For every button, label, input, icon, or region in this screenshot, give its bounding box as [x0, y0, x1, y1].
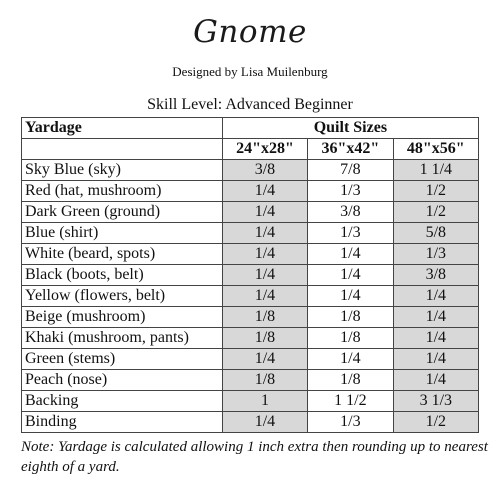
table-row: [22, 265, 479, 286]
designer-credit: Designed by Lisa Muilenburg: [172, 64, 328, 79]
yardage-value: 1/8: [308, 328, 393, 349]
yardage-value: 1: [222, 391, 307, 412]
yardage-value: 1/8: [222, 307, 307, 328]
fabric-label: Khaki (mushroom, pants): [22, 328, 223, 349]
yardage-value: 1/4: [393, 328, 478, 349]
fabric-label: Dark Green (ground): [22, 202, 223, 223]
table-row: [22, 202, 479, 223]
yardage-value: 3/8: [222, 160, 307, 181]
table-row: [22, 286, 479, 307]
yardage-value: 1/4: [308, 286, 393, 307]
fabric-label: Beige (mushroom): [22, 307, 223, 328]
yardage-value: 5/8: [393, 223, 478, 244]
table-row: [22, 244, 479, 265]
table-header-row: [22, 118, 479, 139]
yardage-value: 1/8: [222, 370, 307, 391]
page-title: Gnome: [193, 14, 307, 50]
yardage-value: 1 1/2: [308, 391, 393, 412]
yardage-value: 3/8: [393, 265, 478, 286]
table-row: [22, 223, 479, 244]
blank-header-cell: [22, 139, 223, 160]
table-row: [22, 412, 479, 433]
yardage-value: 1/3: [308, 412, 393, 433]
fabric-label: White (beard, spots): [22, 244, 223, 265]
yardage-value: 1/4: [222, 412, 307, 433]
yardage-value: 1/3: [393, 244, 478, 265]
table-row: [22, 160, 479, 181]
fabric-label: Binding: [22, 412, 223, 433]
yardage-value: 3 1/3: [393, 391, 478, 412]
yardage-value: 1/2: [393, 202, 478, 223]
fabric-label: Sky Blue (sky): [22, 160, 223, 181]
yardage-value: 1/8: [308, 370, 393, 391]
yardage-value: 1 1/4: [393, 160, 478, 181]
fabric-label: Backing: [22, 391, 223, 412]
quilt-sizes-header: Quilt Sizes: [222, 118, 478, 139]
yardage-value: 1/8: [308, 307, 393, 328]
size-header-row: [22, 139, 479, 160]
size-header: 24"x28": [222, 139, 307, 160]
table-row: [22, 370, 479, 391]
fabric-label: Red (hat, mushroom): [22, 181, 223, 202]
yardage-value: 1/4: [393, 349, 478, 370]
yardage-value: 1/4: [393, 307, 478, 328]
table-row: [22, 349, 479, 370]
yardage-value: 1/4: [308, 349, 393, 370]
yardage-header: Yardage: [22, 118, 223, 139]
yardage-value: 1/4: [222, 349, 307, 370]
yardage-value: 1/4: [393, 286, 478, 307]
table-row: [22, 307, 479, 328]
yardage-value: 1/4: [222, 286, 307, 307]
yardage-value: 1/2: [393, 181, 478, 202]
yardage-value: 1/4: [308, 244, 393, 265]
yardage-value: 7/8: [308, 160, 393, 181]
skill-level: Skill Level: Advanced Beginner: [147, 96, 353, 113]
table-body: [22, 160, 479, 433]
yardage-note: Note: Yardage is calculated allowing 1 inch extra then rounding up to nearest eighth of a yard.: [21, 439, 488, 475]
yardage-value: 1/3: [308, 181, 393, 202]
yardage-value: 1/4: [222, 223, 307, 244]
fabric-label: Green (stems): [22, 349, 223, 370]
yardage-value: 1/4: [222, 244, 307, 265]
size-header: 48"x56": [393, 139, 478, 160]
yardage-value: 1/4: [222, 265, 307, 286]
yardage-table: [21, 117, 479, 433]
yardage-value: 3/8: [308, 202, 393, 223]
fabric-label: Yellow (flowers, belt): [22, 286, 223, 307]
yardage-value: 1/4: [222, 181, 307, 202]
table-row: [22, 328, 479, 349]
fabric-label: Peach (nose): [22, 370, 223, 391]
yardage-value: 1/4: [222, 202, 307, 223]
yardage-value: 1/4: [308, 265, 393, 286]
table-row: [22, 391, 479, 412]
yardage-value: 1/8: [222, 328, 307, 349]
yardage-value: 1/4: [393, 370, 478, 391]
size-header: 36"x42": [308, 139, 393, 160]
yardage-value: 1/3: [308, 223, 393, 244]
fabric-label: Black (boots, belt): [22, 265, 223, 286]
yardage-value: 1/2: [393, 412, 478, 433]
table-row: [22, 181, 479, 202]
fabric-label: Blue (shirt): [22, 223, 223, 244]
